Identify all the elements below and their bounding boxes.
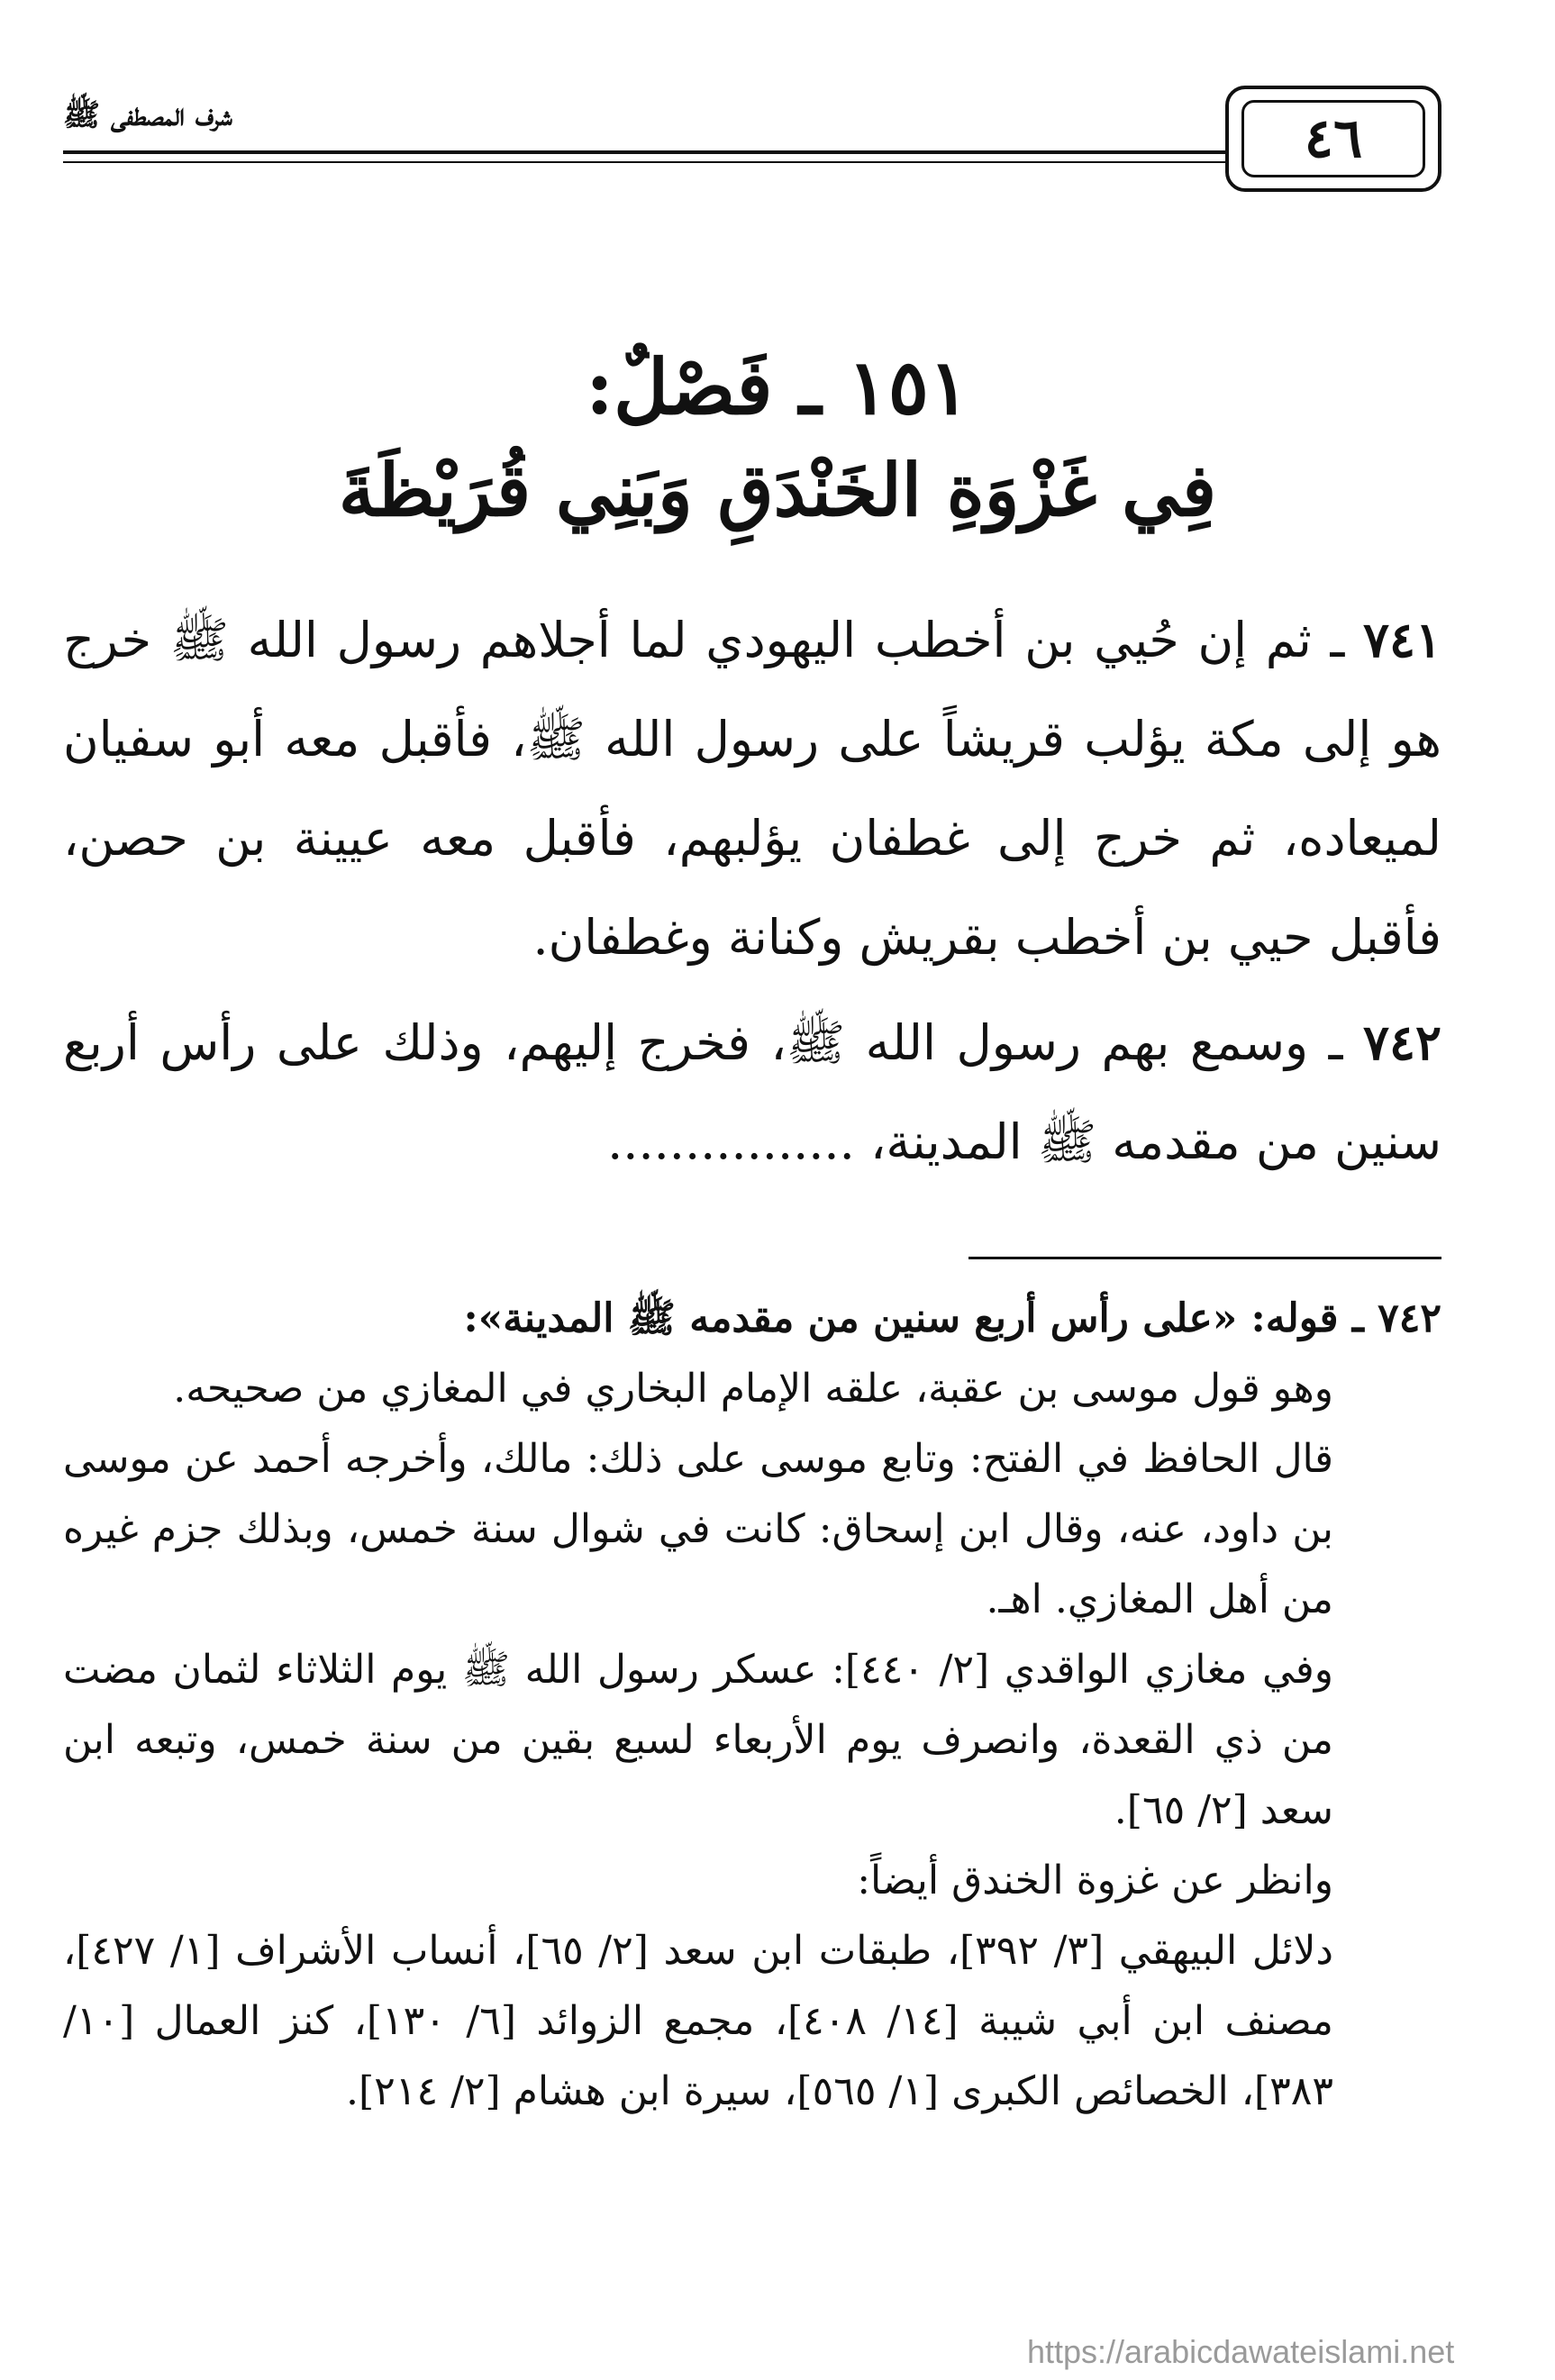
paragraph-number: ٧٤١ (1363, 611, 1442, 668)
page-header (63, 86, 1441, 194)
continuation-dots: ................ (607, 1113, 855, 1170)
page-number-frame (1225, 86, 1441, 192)
page-number: ٤٦ (1241, 100, 1425, 177)
footnote-heading: ٧٤٢ ـ قوله: «على رأس أربع سنين من مقدمه ﷺ المدينة»: (463, 1295, 1441, 1341)
footnotes (63, 1284, 1441, 2127)
main-text (63, 590, 1441, 1197)
chapter-number: ١٥١ ـ فَصْلٌ: (585, 342, 970, 431)
footnote-line: وفي مغازي الواقدي [٢/ ٤٤٠]: عسكر رسول الله ﷺ يوم الثلاثاء لثمان مضت من ذي القعدة، وانصرف يوم الأربعاء لسبع بقين من سنة خمس، وتبعه ابن سعد [٢/ ٦٥]. (63, 1647, 1333, 1833)
book-title: شرف المصطفى ﷺ (63, 97, 232, 133)
footnote-line: وهو قول موسى بن عقبة، علقه الإمام البخاري في المغازي من صحيحه. (173, 1366, 1333, 1412)
footnote-line: قال الحافظ في الفتح: وتابع موسى على ذلك: مالك، وأخرجه أحمد عن موسى بن داود، عنه، وقال ابن إسحاق: كانت في شوال سنة خمس، وبذلك جزم غيره من أهل المغازي. اهـ. (63, 1436, 1333, 1622)
footnote-line: دلائل البيهقي [٣/ ٣٩٢]، طبقات ابن سعد [٢/ ٦٥]، أنساب الأشراف [١/ ٤٢٧]، مصنف ابن أبي شيبة [١٤/ ٤٠٨]، مجمع الزوائد [٦/ ١٣٠]، كنز العمال [١٠/ ٣٨٣]، الخصائص الكبرى [١/ ٥٦٥]، سيرة ابن هشام [٢/ ٢١٤]. (63, 1928, 1334, 2114)
source-watermark: https://arabicdawateislami.net (1027, 2333, 1455, 2370)
paragraph-text: ـ ثم إن حُيي بن أخطب اليهودي لما أجلاهم رسول الله ﷺ خرج هو إلى مكة يؤلب قريشاً على رسول الله ﷺ، فأقبل معه أبو سفيان لميعاده، ثم خرج إلى غطفان يؤلبهم، فأقبل معه عيينة بن حصن، فأقبل حيي بن أخطب بقريش وكنانة وغطفان. (63, 612, 1441, 966)
chapter-title: فِي غَزْوَةِ الخَنْدَقِ وَبَنِي قُرَيْظَةَ (338, 448, 1217, 532)
paragraph-text: ـ وسمع بهم رسول الله ﷺ، فخرج إليهم، وذلك على رأس أربع سنين من مقدمه ﷺ المدينة، (63, 1014, 1441, 1170)
footnote-line: وانظر عن غزوة الخندق أيضاً: (857, 1858, 1333, 1903)
paragraph-741 (63, 590, 1441, 987)
paragraph-742 (63, 993, 1441, 1192)
footnote-separator (968, 1257, 1441, 1259)
paragraph-number: ٧٤٢ (1362, 1013, 1441, 1071)
chapter-heading (0, 338, 1555, 542)
